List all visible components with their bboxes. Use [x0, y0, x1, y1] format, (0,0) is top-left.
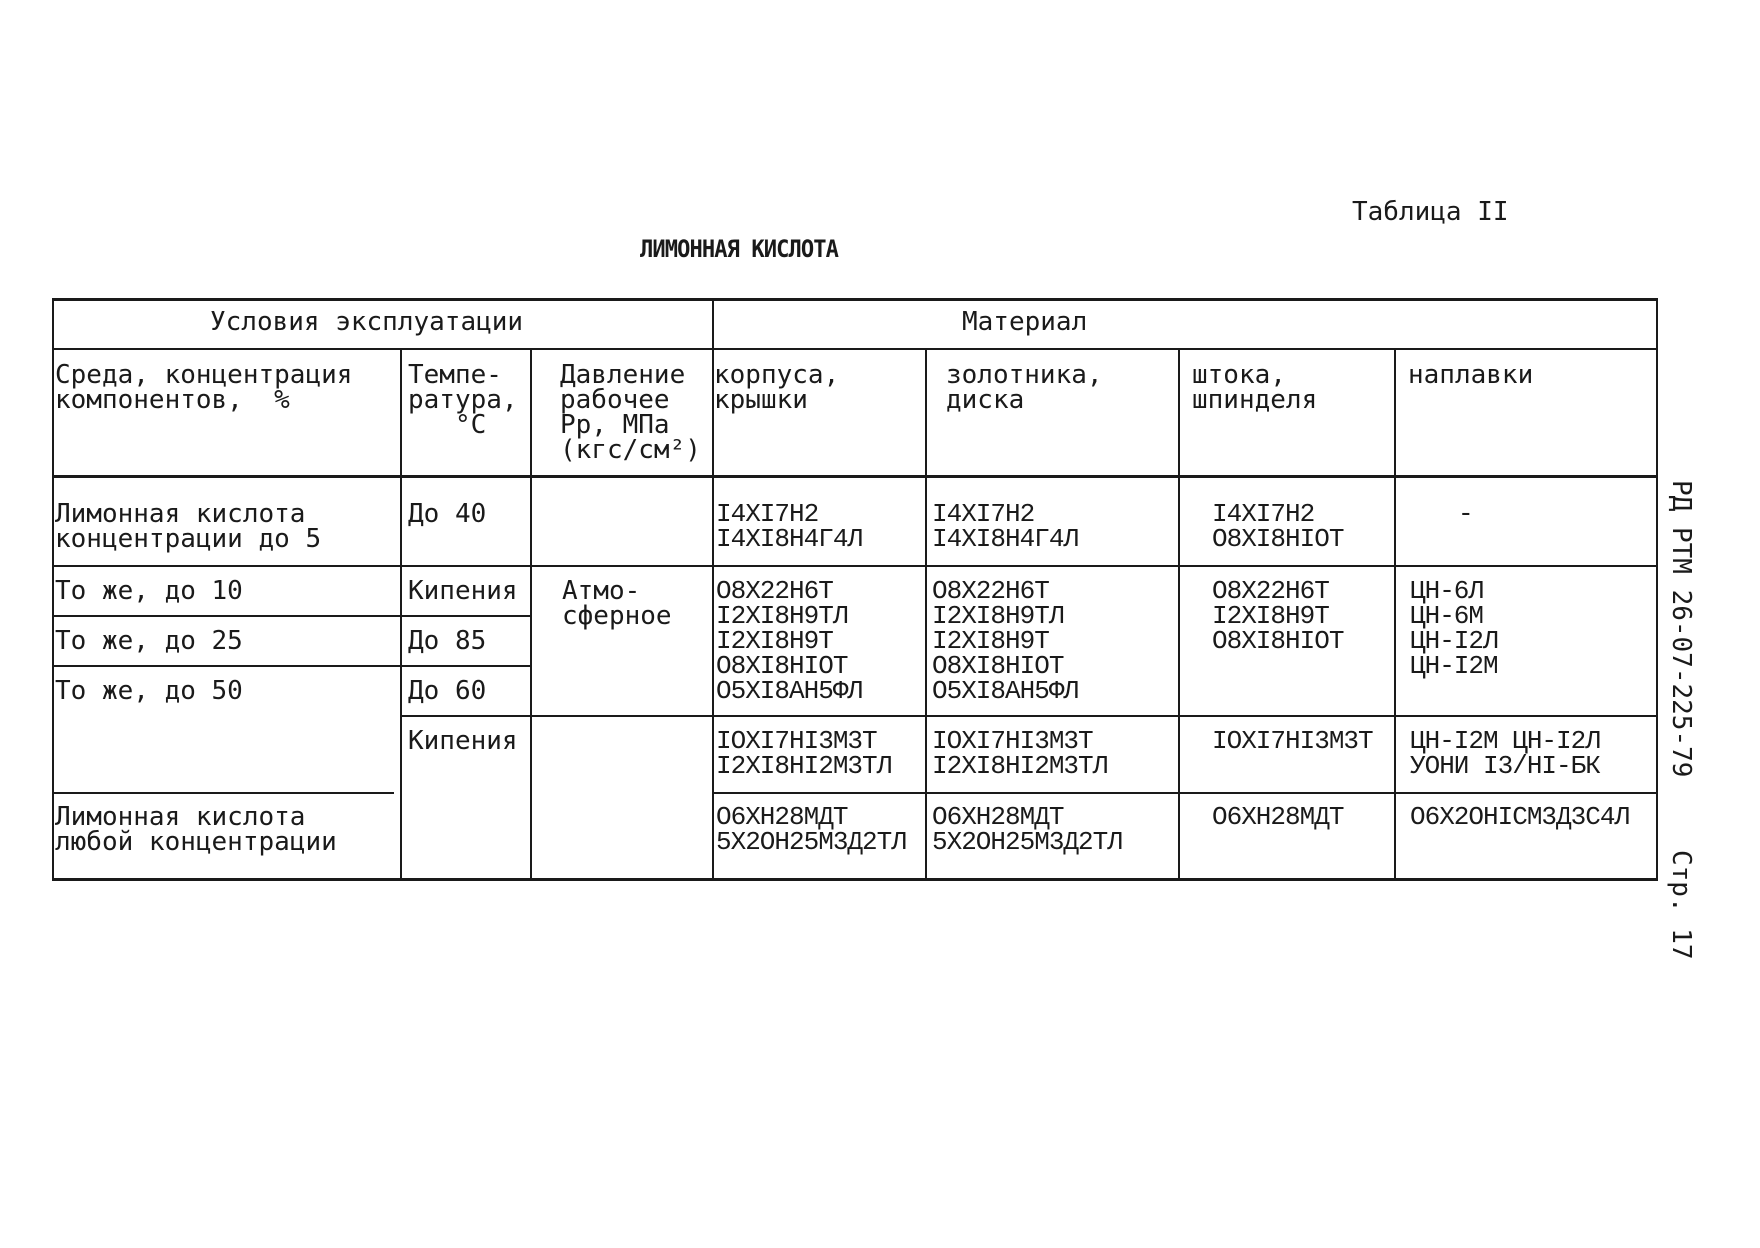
header-surfacing: наплавки: [1408, 360, 1534, 390]
material-body-cell: IOXI7HI3M3T I2XI8HI2M3TЛ: [716, 726, 892, 781]
header-spool: золотника, диска: [946, 360, 1103, 415]
header-medium: Среда, концентрация компонентов, %: [55, 360, 353, 415]
row-divider: [712, 792, 1658, 794]
header-conditions: Условия эксплуатации: [210, 307, 524, 337]
table-border-top: [52, 298, 1658, 301]
material-body-cell: O8X22H6T I2XI8H9TЛ I2XI8H9T O8XI8HIOT O5XI8AH5ФЛ: [716, 576, 863, 706]
header-bottom-line: [52, 475, 1658, 478]
material-body-cell: I4XI7H2 I4XI8H4Г4Л: [716, 499, 863, 554]
column-divider: [400, 348, 402, 881]
document-title: ЛИМОННАЯ КИСЛОТА: [640, 235, 838, 263]
header-body: корпуса, крышки: [714, 360, 840, 415]
material-surfacing-cell: O6X2OHIСМ3Д3С4Л: [1410, 802, 1630, 832]
header-divider: [52, 348, 1658, 350]
material-body-cell: O6XH28МДТ 5X2OH25M3Д2TЛ: [716, 802, 906, 857]
column-divider: [1394, 348, 1396, 881]
column-divider: [530, 348, 532, 881]
table-border-left: [52, 298, 54, 881]
temperature-cell: Кипения: [408, 726, 518, 756]
material-spool-cell: IOXI7HI3M3T I2XI8HI2M3TЛ: [932, 726, 1108, 781]
temperature-cell: Кипения: [408, 576, 518, 606]
header-material: Материал: [962, 307, 1088, 337]
medium-cell: То же, до 50: [55, 676, 243, 706]
row-divider: [400, 715, 1658, 717]
header-stem: штока, шпинделя: [1192, 360, 1318, 415]
medium-cell: Лимонная кислота концентрации до 5: [55, 499, 322, 554]
header-temperature: Темпе- ратура, °C: [408, 360, 518, 440]
temperature-cell: До 60: [408, 676, 487, 706]
table-border-bottom: [52, 878, 1658, 881]
row-divider: [52, 565, 1658, 567]
material-spool-cell: O6XH28МДТ 5X2OH25M3Д2TЛ: [932, 802, 1122, 857]
medium-cell: То же, до 10: [55, 576, 243, 606]
material-surfacing-cell: ЦН-6Л ЦН-6М ЦН-I2Л ЦН-I2М: [1410, 576, 1498, 681]
pressure-cell: Атмо- сферное: [562, 576, 672, 631]
temperature-cell: До 40: [408, 499, 487, 529]
row-divider: [52, 615, 530, 617]
row-divider: [52, 792, 394, 794]
material-surfacing-cell: ЦН-I2М ЦН-I2Л УОНИ I3/HI-БК: [1410, 726, 1600, 781]
page-number: Стр. 17: [1666, 850, 1696, 960]
medium-cell: То же, до 25: [55, 626, 243, 656]
material-spool-cell: O8X22H6T I2XI8H9TЛ I2XI8H9T O8XI8HIOT O5XI8AH5ФЛ: [932, 576, 1079, 706]
table-border-right: [1656, 298, 1658, 881]
row-divider: [52, 665, 530, 667]
material-stem-cell: I4XI7H2 O8XI8HIOT: [1212, 499, 1344, 554]
document-code: РД РТМ 26-07-225-79: [1666, 480, 1696, 778]
material-surfacing-cell: -: [1458, 499, 1473, 529]
temperature-cell: До 85: [408, 626, 487, 656]
column-divider: [1178, 348, 1180, 881]
medium-cell: Лимонная кислота любой концентрации: [55, 802, 337, 857]
material-stem-cell: O8X22H6T I2XI8H9T O8XI8HIOT: [1212, 576, 1344, 656]
table-label: Таблица II: [1352, 197, 1509, 227]
material-stem-cell: O6XH28МДТ: [1212, 802, 1344, 832]
material-stem-cell: IOXI7HI3M3T: [1212, 726, 1373, 756]
material-spool-cell: I4XI7H2 I4XI8H4Г4Л: [932, 499, 1079, 554]
header-pressure: Давление рабочее Pp, МПа (кгс/см²): [560, 360, 701, 465]
column-divider: [925, 348, 927, 881]
